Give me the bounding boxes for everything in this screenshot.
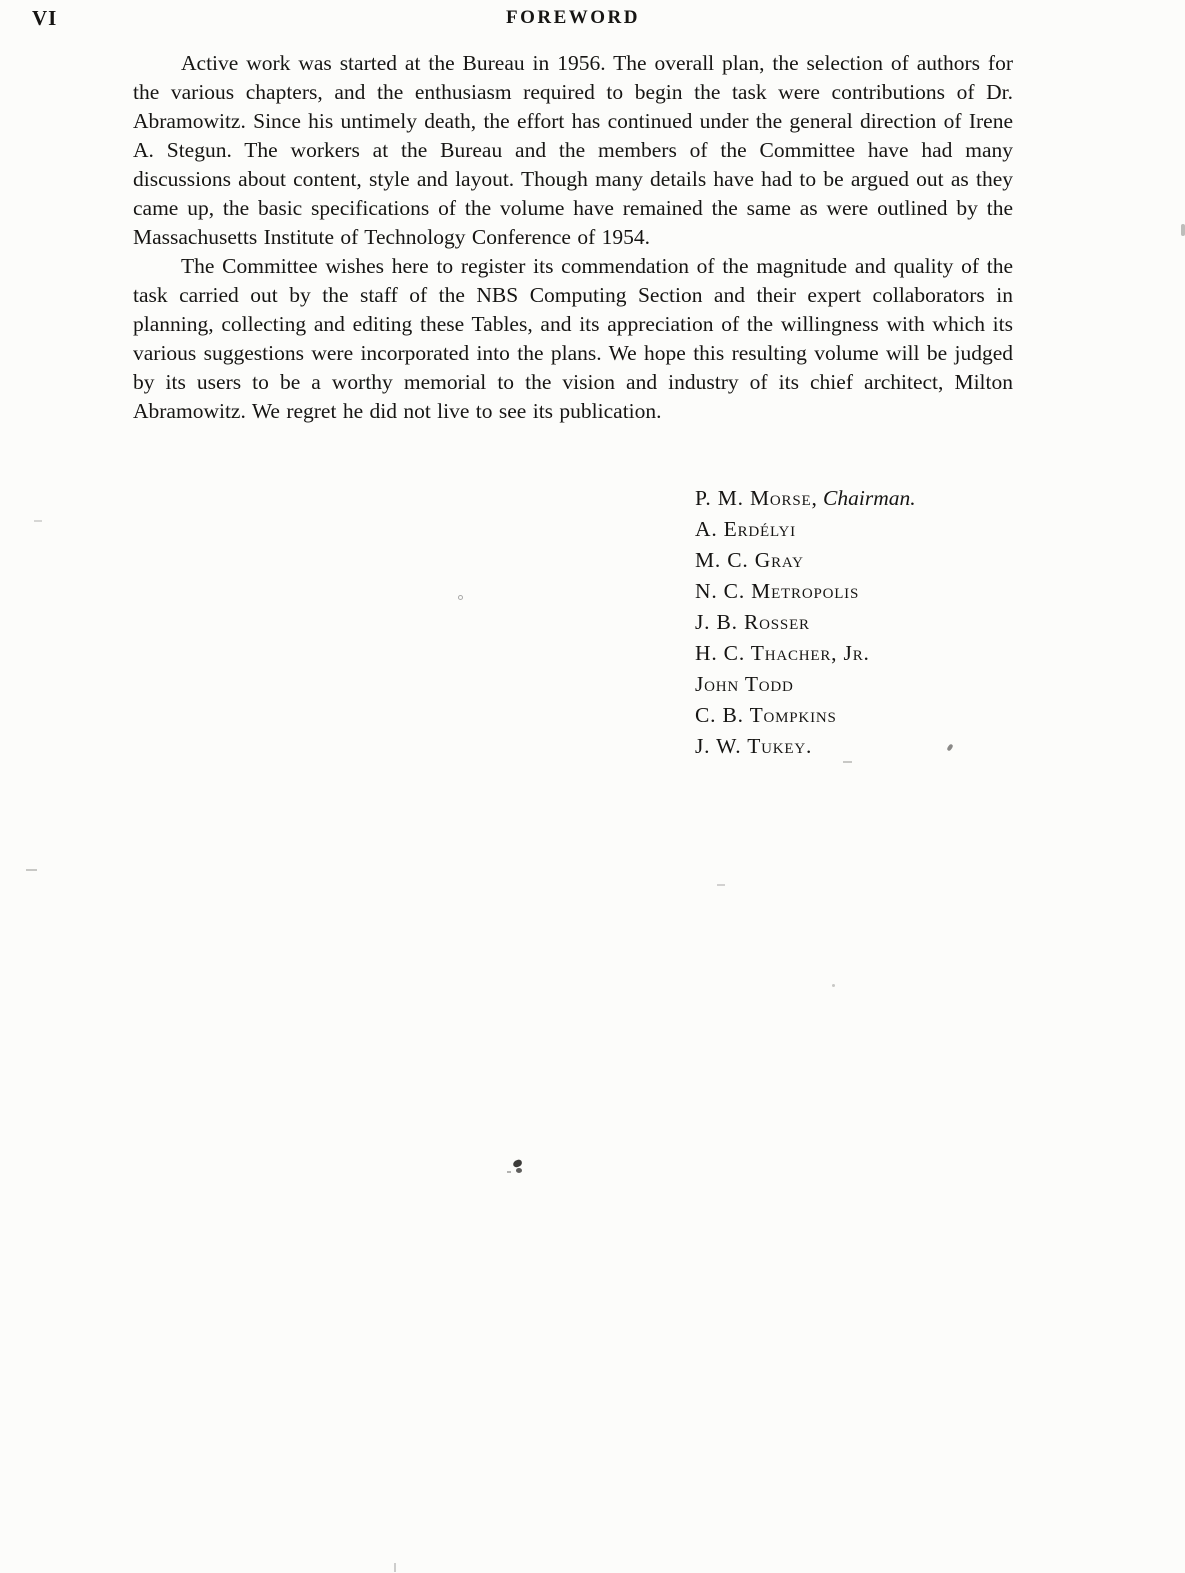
scan-artifact: [34, 520, 42, 522]
signature-name: John Todd: [695, 672, 794, 696]
signature-line: [695, 607, 916, 638]
scan-artifact: [843, 761, 852, 763]
signature-line: [695, 514, 916, 545]
signature-name: H. C. Thacher, Jr.: [695, 641, 870, 665]
signature-name: J. B. Rosser: [695, 610, 810, 634]
foreword-paragraph-1: Active work was started at the Bureau in 1956. The overall plan, the selection of authors for the various chapters, and the enthusiasm required to begin the task were contributions of Dr. Abramowitz. Since his untimely death, the effort has continued under the general direction of Irene A. Stegun. The workers at the Bureau and the members of the Committee have had many discussions about content, style and layout. Though many details have had to be argued out as they came up, the basic specifications of the volume have remained the same as were outlined by the Massachusetts Institute of Technology Conference of 1954.: [133, 51, 1013, 249]
signature-name: P. M. Morse,: [695, 486, 818, 510]
scan-artifact: [717, 884, 725, 886]
signature-line: [695, 576, 916, 607]
scan-artifact: [26, 869, 37, 871]
scan-artifact: [1181, 224, 1185, 236]
scan-artifact: [832, 984, 835, 987]
scan-artifact: [512, 1159, 523, 1168]
scan-artifact: [394, 1563, 396, 1572]
signature-block: [695, 483, 916, 762]
signature-line: [695, 545, 916, 576]
signature-line: [695, 700, 916, 731]
signature-name: M. C. Gray: [695, 548, 804, 572]
signature-name: J. W. Tukey.: [695, 734, 813, 758]
signature-line: [695, 638, 916, 669]
foreword-paragraph-2: The Committee wishes here to register its commendation of the magnitude and quality of the task carried out by the staff of the NBS Computing Section and their expert collaborators in planning, collecting and editing these Tables, and its appreciation of the willingness with which its various suggestions were incorporated into the plans. We hope this resulting volume will be judged by its users to be a worthy memorial to the vision and industry of its chief architect, Milton Abramowitz. We regret he did not live to see its publication.: [133, 254, 1013, 423]
page-number: VI: [32, 6, 58, 30]
scan-artifact: [946, 743, 953, 751]
scan-artifact: [516, 1168, 522, 1173]
signature-role: Chairman.: [823, 486, 916, 510]
signature-line: [695, 669, 916, 700]
signature-line: [695, 483, 916, 514]
scan-artifact: [507, 1171, 511, 1173]
signature-name: C. B. Tompkins: [695, 703, 837, 727]
foreword-body: [133, 49, 1013, 426]
scan-artifact: [458, 595, 463, 600]
signature-line: [695, 731, 916, 762]
running-header: FOREWORD: [506, 7, 640, 28]
signature-name: A. Erdélyi: [695, 517, 796, 541]
signature-name: N. C. Metropolis: [695, 579, 860, 603]
